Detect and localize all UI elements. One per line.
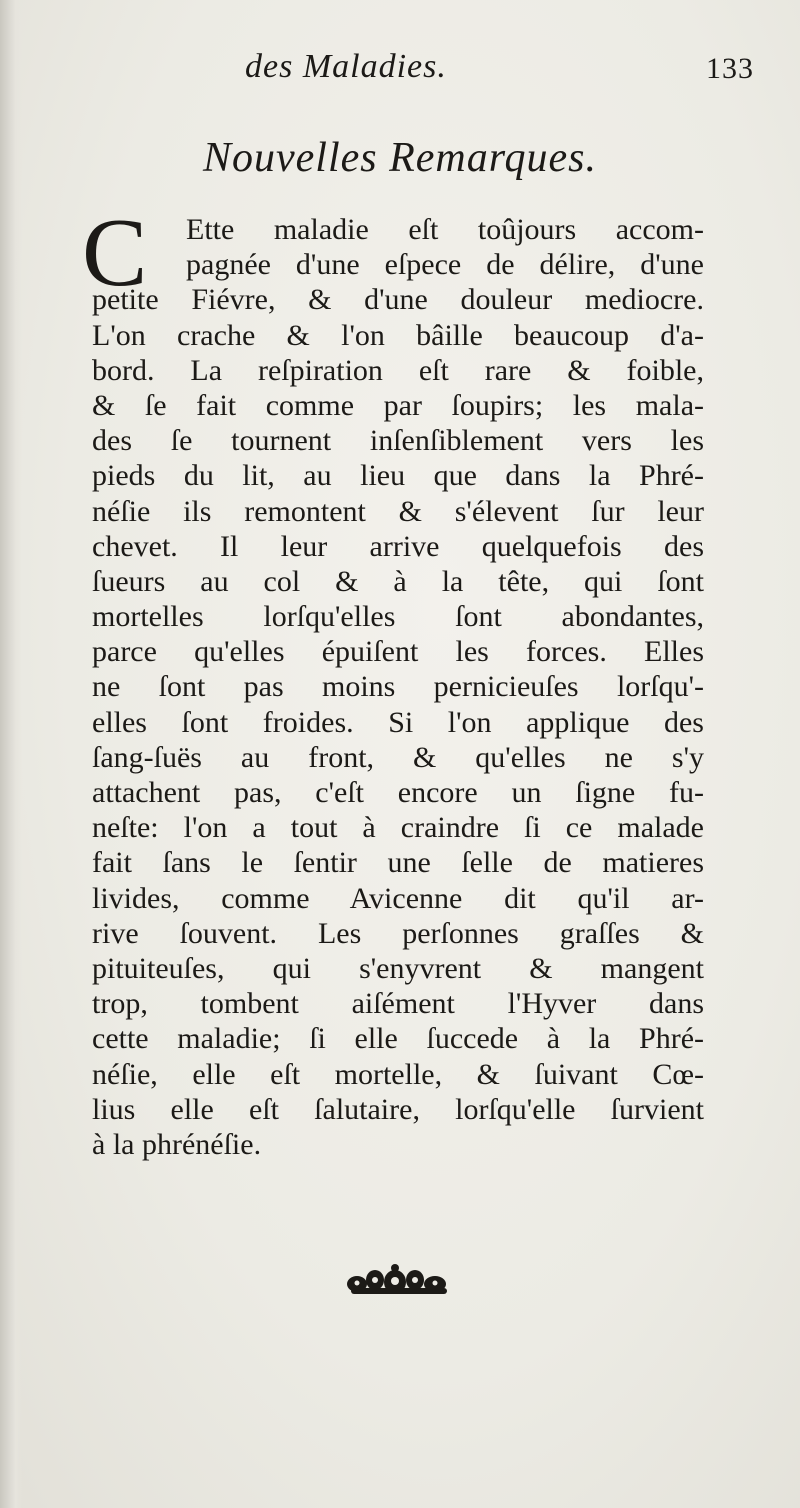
text-line: trop, tombent aiſément l'Hyver dans: [92, 987, 704, 1021]
running-head: [0, 48, 800, 98]
running-title: des Maladies.: [245, 48, 447, 85]
text-line: fait ſans le ſentir une ſelle de matieres: [92, 846, 704, 880]
printer-ornament-icon: [345, 1262, 455, 1308]
text-line: pituiteuſes, qui s'enyvrent & mangent: [92, 951, 704, 985]
text-line: & ſe fait comme par ſoupirs; les mala-: [92, 388, 704, 422]
body-paragraph: [82, 199, 704, 1162]
text-line: cette maladie; ſi elle ſuccede à la Phré-: [92, 1022, 704, 1056]
text-line: attachent pas, c'eſt encore un ſigne fu-: [92, 776, 704, 809]
text-line: ne ſont pas moins pernicieuſes lorſqu'-: [92, 670, 704, 704]
page-number: 133: [706, 52, 754, 85]
text-line: elles ſont froides. Si l'on applique des: [92, 705, 704, 739]
text-line: livides, comme Avicenne dit qu'il ar-: [92, 881, 704, 915]
drop-cap: C: [82, 199, 148, 307]
section-title: Nouvelles Remarques.: [202, 135, 598, 181]
page-gutter-edge: [0, 0, 22, 1508]
text-line: petite Fiévre, & d'une douleur mediocre.: [92, 283, 704, 317]
text-line: bord. La reſpiration eſt rare & foible,: [92, 353, 704, 387]
text-line: Ette maladie eſt toûjours accom-: [186, 213, 704, 246]
text-line: des ſe tournent inſenſiblement vers les: [92, 424, 704, 458]
text-line: à la phrénéſie.: [92, 1127, 262, 1161]
text-line: ſang-ſuës au front, & qu'elles ne s'y: [92, 740, 704, 774]
text-line: parce qu'elles épuiſent les forces. Elles: [92, 635, 704, 669]
text-line: rive ſouvent. Les perſonnes graſſes &: [92, 916, 704, 950]
text-line: neſte: l'on a tout à craindre ſi ce malade: [92, 811, 704, 845]
text-line: mortelles lorſqu'elles ſont abondantes,: [92, 600, 704, 634]
text-line: ſueurs au col & à la tête, qui ſont: [92, 564, 704, 598]
text-line: néſie ils remontent & s'élevent ſur leur: [92, 494, 704, 528]
text-line: chevet. Il leur arrive quelquefois des: [92, 529, 704, 563]
text-line: pieds du lit, au lieu que dans la Phré-: [92, 459, 704, 493]
text-line: néſie, elle eſt mortelle, & ſuivant Cœ-: [92, 1057, 704, 1091]
text-line: lius elle eſt ſalutaire, lorſqu'elle ſurvient: [92, 1092, 704, 1126]
text-line: pagnée d'une eſpece de délire, d'une: [186, 248, 704, 282]
text-line: L'on crache & l'on bâille beaucoup d'a-: [92, 318, 704, 352]
